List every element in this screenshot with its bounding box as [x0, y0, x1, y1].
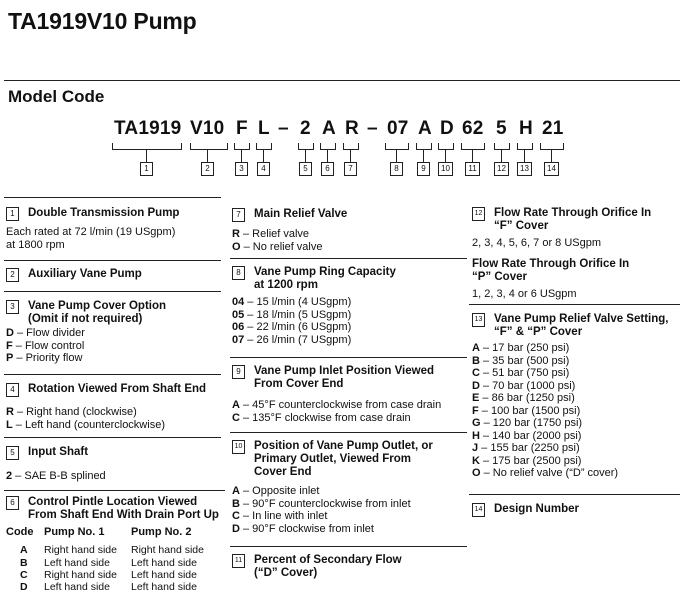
section-number-box: 10 — [232, 440, 245, 454]
section-number-box: 12 — [472, 207, 485, 221]
divider — [4, 374, 221, 375]
leader-line — [551, 150, 552, 162]
leader-line — [501, 150, 502, 162]
list-item: A – 17 bar (250 psi) — [472, 342, 570, 354]
section-5 — [6, 446, 106, 483]
leader-line — [263, 150, 264, 162]
code-part: 2 — [300, 118, 311, 139]
code-bracket — [112, 143, 182, 150]
section-1 — [6, 207, 179, 251]
code-part: A — [418, 118, 432, 139]
code-bracket — [320, 143, 336, 150]
section-title-line2: Primary Outlet, Viewed From — [254, 453, 412, 465]
leader-line — [305, 150, 306, 162]
list-item: C – 51 bar (750 psi) — [472, 367, 570, 379]
section-title: Vane Pump Inlet Position Viewed — [254, 365, 434, 377]
code-part: H — [519, 118, 533, 139]
code-bracket — [256, 143, 272, 150]
section-number-box: 7 — [232, 208, 245, 222]
section-14 — [472, 503, 579, 517]
section-12 — [472, 207, 651, 300]
leader-line — [350, 150, 351, 162]
list-item: H – 140 bar (2000 psi) — [472, 429, 582, 442]
code-part: D — [440, 118, 454, 139]
section-title: Position of Vane Pump Outlet, or — [254, 440, 433, 452]
divider — [469, 494, 680, 495]
leader-line — [396, 150, 397, 162]
section-8 — [232, 266, 396, 346]
list-item: O – No relief valve (“D” cover) — [472, 467, 619, 479]
table-row: A Right hand side Right hand side — [20, 544, 204, 557]
section-title: Design Number — [494, 503, 579, 515]
list-item: E – 86 bar (1250 psi) — [472, 392, 575, 404]
ref-number-box: 14 — [544, 162, 559, 176]
code-bracket — [234, 143, 250, 150]
list-item: D – 90°F clockwise from inlet — [232, 522, 374, 535]
ref-number-box: 5 — [299, 162, 312, 176]
section-2 — [6, 268, 142, 282]
section-number-box: 4 — [6, 383, 19, 397]
code-bracket — [343, 143, 359, 150]
table-row: C Right hand side Left hand side — [20, 568, 197, 581]
divider — [230, 357, 467, 358]
section-title: Percent of Secondary Flow — [254, 554, 402, 566]
section-text: 1, 2, 3, 4 or 6 USgpm — [472, 287, 577, 300]
list-item: 2 – SAE B-B splined — [6, 470, 106, 482]
divider — [230, 546, 467, 547]
list-item: A – Opposite inlet — [232, 485, 320, 497]
section-number-box: 8 — [232, 266, 245, 280]
section-title: Control Pintle Location Viewed — [28, 496, 198, 508]
section-title-line2: From Shaft End With Drain Port Up — [28, 509, 219, 521]
section-number-box: 5 — [6, 446, 19, 460]
code-bracket — [190, 143, 228, 150]
section-10 — [232, 440, 433, 535]
section-7 — [232, 208, 347, 253]
list-item: K – 175 bar (2500 psi) — [472, 454, 582, 467]
ref-number-box: 3 — [235, 162, 248, 176]
code-part: A — [322, 118, 336, 139]
section-title-line2: From Cover End — [254, 378, 344, 390]
list-item: 05 – 18 l/min (5 USgpm) — [232, 308, 352, 321]
code-bracket — [461, 143, 485, 150]
section-title-line2: “F” Cover — [494, 220, 549, 232]
section-text: 2, 3, 4, 5, 6, 7 or 8 USgpm — [472, 237, 602, 249]
divider — [4, 490, 225, 491]
code-bracket — [494, 143, 510, 150]
section-number-box: 3 — [6, 300, 19, 314]
list-item: 07 – 26 l/min (7 USgpm) — [232, 333, 352, 346]
code-part: L — [258, 118, 270, 139]
divider — [4, 291, 221, 292]
leader-line — [327, 150, 328, 162]
leader-line — [524, 150, 525, 162]
section-number-box: 1 — [6, 207, 19, 221]
divider — [4, 437, 221, 438]
section-number-box: 2 — [6, 268, 19, 282]
ref-number-box: 11 — [465, 162, 480, 176]
section-title: Vane Pump Ring Capacity — [254, 266, 396, 278]
section-title-line3: Cover End — [254, 466, 312, 478]
table-row: D Left hand side Left hand side — [20, 581, 197, 594]
page-title: TA1919V10 Pump — [8, 8, 197, 34]
section-title-line2: (“D” Cover) — [254, 567, 318, 579]
code-part: TA1919 — [114, 118, 182, 139]
section-6 — [6, 496, 219, 522]
section-number-box: 14 — [472, 503, 485, 517]
list-item: R – Relief valve — [232, 228, 310, 240]
code-part: 5 — [496, 118, 507, 139]
code-bracket — [416, 143, 432, 150]
ref-number-box: 13 — [517, 162, 532, 176]
list-item: G – 120 bar (1750 psi) — [472, 417, 583, 429]
section-title-line2: at 1200 rpm — [254, 279, 318, 291]
list-item: L – Left hand (counterclockwise) — [6, 418, 165, 431]
list-item: J – 155 bar (2250 psi) — [472, 442, 580, 454]
section-text: at 1800 rpm — [6, 238, 65, 251]
list-item: F – 100 bar (1500 psi) — [472, 404, 581, 417]
section-number-box: 13 — [472, 313, 485, 327]
section-title: Rotation Viewed From Shaft End — [28, 383, 207, 395]
ref-number-box: 6 — [321, 162, 334, 176]
list-item: B – 90°F counterclockwise from inlet — [232, 497, 411, 510]
ref-number-box: 8 — [390, 162, 403, 176]
ref-number-box: 9 — [417, 162, 430, 176]
section-title-line2: (Omit if not required) — [28, 313, 143, 325]
code-part: 21 — [542, 118, 564, 139]
code-bracket — [385, 143, 409, 150]
divider — [4, 197, 221, 198]
section-11 — [232, 554, 402, 580]
code-separator: – — [278, 118, 289, 139]
section-number-box: 6 — [6, 496, 19, 510]
ref-number-box: 4 — [257, 162, 270, 176]
section-title: Vane Pump Relief Valve Setting, — [494, 313, 669, 325]
list-item: O – No relief valve — [232, 240, 323, 253]
leader-line — [445, 150, 446, 162]
model-code-heading: Model Code — [8, 87, 105, 106]
leader-line — [241, 150, 242, 162]
section-number-box: 9 — [232, 365, 245, 379]
list-item: C – 135°F clockwise from case drain — [232, 411, 411, 424]
section-subtitle: Flow Rate Through Orifice In — [472, 257, 630, 270]
list-item: F – Flow control — [6, 339, 85, 352]
list-item: 04 – 15 l/min (4 USgpm) — [232, 296, 352, 308]
ref-number-box: 1 — [140, 162, 153, 176]
leader-line — [207, 150, 208, 162]
section-text: Each rated at 72 l/min (19 USgpm) — [6, 226, 176, 238]
divider — [4, 260, 221, 261]
section-4 — [6, 383, 206, 431]
section-subtitle-line2: “P” Cover — [472, 270, 527, 283]
list-item: C – In line with inlet — [232, 510, 328, 522]
section-title: Double Transmission Pump — [28, 207, 180, 219]
code-bracket — [540, 143, 564, 150]
list-item: D – 70 bar (1000 psi) — [472, 379, 576, 392]
section-title: Input Shaft — [28, 446, 89, 458]
section-9 — [232, 365, 441, 424]
section-title: Vane Pump Cover Option — [28, 300, 167, 312]
ref-number-box: 10 — [438, 162, 453, 176]
list-item: D – Flow divider — [6, 327, 85, 339]
code-bracket — [517, 143, 533, 150]
divider — [230, 258, 467, 259]
leader-line — [146, 150, 147, 162]
section-13 — [472, 313, 668, 480]
code-part: F — [236, 118, 248, 139]
ref-number-box: 7 — [344, 162, 357, 176]
divider — [469, 304, 680, 305]
section-number-box: 11 — [232, 554, 245, 568]
pintle-table — [6, 526, 231, 593]
ref-number-box: 2 — [201, 162, 214, 176]
section-title: Auxiliary Vane Pump — [28, 268, 142, 280]
section-3 — [6, 300, 166, 365]
code-bracket — [298, 143, 314, 150]
list-item: A – 45°F counterclockwise from case drain — [232, 399, 442, 411]
leader-line — [423, 150, 424, 162]
code-bracket — [438, 143, 454, 150]
divider — [4, 80, 680, 81]
code-separator: – — [367, 118, 378, 139]
list-item: P – Priority flow — [6, 352, 83, 364]
ref-number-box: 12 — [494, 162, 509, 176]
table-header: Code Pump No. 1 Pump No. 2 — [6, 526, 192, 538]
section-title-line2: “F” & “P” Cover — [494, 326, 583, 338]
section-title: Main Relief Valve — [254, 208, 348, 220]
table-row: B Left hand side Left hand side — [20, 556, 197, 569]
leader-line — [472, 150, 473, 162]
divider — [230, 432, 467, 433]
list-item: R – Right hand (clockwise) — [6, 406, 137, 418]
list-item: B – 35 bar (500 psi) — [472, 354, 570, 367]
code-part: V10 — [190, 118, 225, 139]
section-title: Flow Rate Through Orifice In — [494, 207, 652, 219]
code-part: 62 — [462, 118, 484, 139]
list-item: 06 – 22 l/min (6 USgpm) — [232, 321, 352, 333]
code-part: 07 — [387, 118, 409, 139]
code-part: R — [345, 118, 359, 139]
